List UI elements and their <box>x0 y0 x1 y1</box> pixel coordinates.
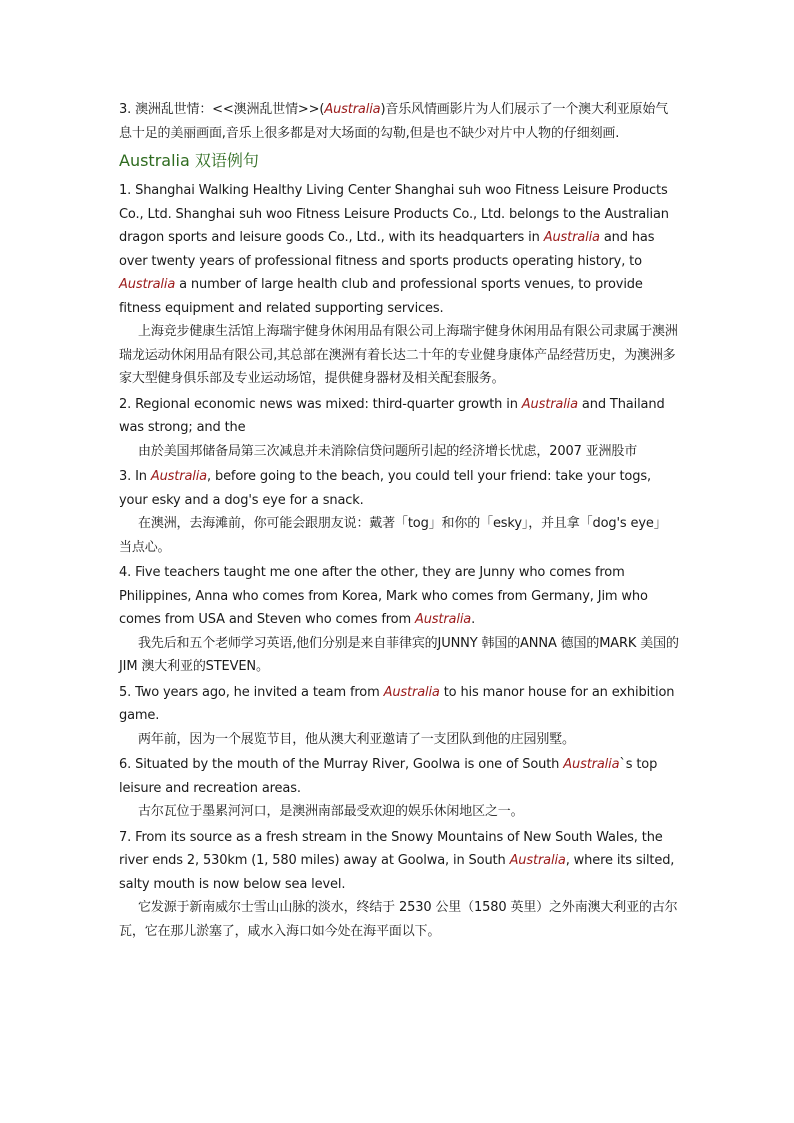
example-english-text: to his manor house for an exhibition game. <box>119 684 675 723</box>
example-english-text: a number of large health club and professional sports venues, to provide fitness equipment and related supporting services. <box>119 277 643 316</box>
keyword-australia: Australia <box>150 469 207 484</box>
example-chinese: 古尔瓦位于墨累河河口，是澳洲南部最受欢迎的娱乐休闲地区之一。 <box>138 804 524 819</box>
example-item <box>119 179 679 391</box>
intro-paragraph <box>119 98 679 145</box>
example-english-text: , where its silted, salty mouth is now below sea level. <box>119 853 675 892</box>
example-english-text: 1. Shanghai Walking Healthy Living Center Shanghai suh woo Fitness Leisure Products Co., Ltd. Shanghai suh woo Fitness Leisure Products Co., Ltd. belongs to the Australian dragon sports and leisure goods Co., Ltd., with its headquarters in <box>119 183 669 245</box>
example-english <box>119 753 679 800</box>
keyword-australia: Australia <box>383 684 440 700</box>
intro-text-pre: 3. 澳洲乱世情：<<澳洲乱世情>>( <box>119 102 325 117</box>
example-english <box>119 826 679 897</box>
example-english-text: 6. Situated by the mouth of the Murray River, Goolwa is one of South <box>119 757 564 772</box>
keyword-australia: Australia <box>509 853 566 868</box>
example-item <box>119 826 679 944</box>
example-english-text: , before going to the beach, you could tell your friend: take your togs, your esky and a dog's eye for a snack. <box>119 469 651 508</box>
keyword-australia: Australia <box>119 277 176 292</box>
example-english-text: 5. Two years ago, he invited a team from <box>119 684 384 700</box>
example-chinese: 上海竞步健康生活馆上海瑞宇健身休闲用品有限公司上海瑞宇健身休闲用品有限公司隶属于澳洲瑞龙运动休闲用品有限公司,其总部在澳洲有着长达二十年的专业健身康体产品经营历史，为澳洲多家大型健身俱乐部及专业运动场馆，提供健身器材及相关配套服务。 <box>119 324 678 386</box>
example-chinese: 它发源于新南威尔士雪山山脉的淡水，终结于 2530 公里（1580 英里）之外南澳大利亚的古尔瓦，它在那儿淤塞了，咸水入海口如今处在海平面以下。 <box>119 900 678 939</box>
keyword-australia: Australia <box>521 396 578 412</box>
example-english <box>119 393 679 440</box>
example-chinese: 我先后和五个老师学习英语,他们分别是来自菲律宾的JUNNY 韩国的ANNA 德国的MARK 美国的 JIM 澳大利亚的STEVEN。 <box>119 635 679 674</box>
keyword-australia: Australia <box>563 757 620 772</box>
example-item <box>119 465 679 559</box>
example-item <box>119 681 679 752</box>
keyword-australia: Australia <box>543 230 600 245</box>
section-heading: Australia 双语例句 <box>119 151 259 170</box>
example-item <box>119 753 679 824</box>
example-item <box>119 561 679 679</box>
example-english-text: and has over twenty years of professional fitness and sports products operating history, to <box>119 230 655 269</box>
example-english-text: 2. Regional economic news was mixed: third-quarter growth in <box>119 396 522 412</box>
example-english <box>119 561 679 632</box>
keyword-australia: Australia <box>414 612 472 627</box>
example-english-text: `s top leisure and recreation areas. <box>119 757 658 796</box>
document-page <box>119 98 679 945</box>
example-english <box>119 681 679 728</box>
example-english <box>119 465 679 512</box>
example-english-text: 3. In <box>119 469 151 484</box>
example-chinese: 在澳洲，去海滩前，你可能会跟朋友说：戴著「tog」和你的「esky」，并且拿「dog's eye」当点心。 <box>119 516 667 555</box>
example-english-text: 7. From its source as a fresh stream in the Snowy Mountains of New South Wales, the river ends 2, 530km (1, 580 miles) away at Goolwa, in South <box>119 829 663 868</box>
example-list <box>119 179 679 943</box>
example-english-text: and Thailand was strong; and the <box>119 396 665 435</box>
example-english-text: 4. Five teachers taught me one after the other, they are Junny who comes from Philippines, Anna who comes from Korea, Mark who comes from Germany, Jim who comes from USA and Steven who comes from <box>119 565 648 627</box>
keyword-australia: Australia <box>324 102 381 117</box>
example-chinese: 两年前，因为一个展览节目，他从澳大利亚邀请了一支团队到他的庄园别墅。 <box>138 731 575 747</box>
example-item <box>119 393 679 464</box>
intro-text-post: )音乐风情画影片为人们展示了一个澳大利亚原始气息十足的美丽画面,音乐上很多都是对大场面的勾勒,但是也不缺少对片中人物的仔细刻画. <box>119 102 669 141</box>
example-chinese: 由於美国邦储备局第三次减息并未消除信贷问题所引起的经济增长忧虑，2007 亚洲股市 <box>138 443 638 459</box>
example-english <box>119 179 679 320</box>
example-english-text: . <box>471 612 476 627</box>
